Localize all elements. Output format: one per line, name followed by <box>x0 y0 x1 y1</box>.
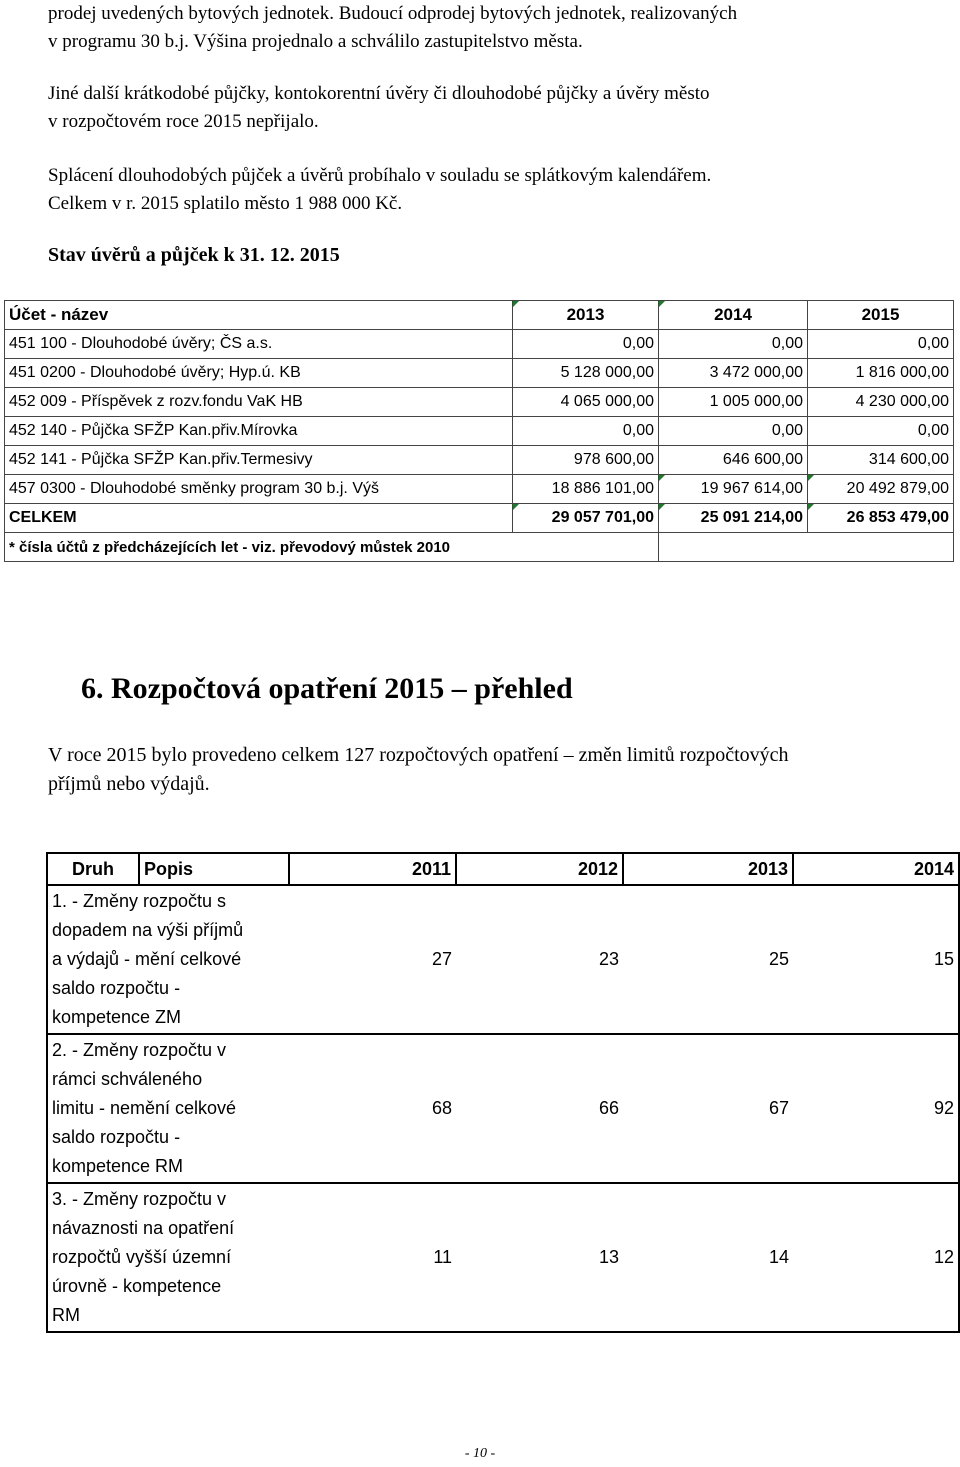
value-2014: 1 005 000,00 <box>659 388 808 417</box>
value-2014: 3 472 000,00 <box>659 359 808 388</box>
table-row <box>47 1034 959 1183</box>
table-row <box>5 388 954 417</box>
comment-marker-icon <box>808 504 814 510</box>
value-2015: 0,00 <box>808 330 954 359</box>
loans-table <box>4 300 954 562</box>
value-2013: 978 600,00 <box>513 446 659 475</box>
paragraph-sale <box>48 0 953 56</box>
account-name: 451 0200 - Dlouhodobé úvěry; Hyp.ú. KB <box>5 359 513 388</box>
count-2012: 66 <box>456 1034 623 1183</box>
value-2015: 314 600,00 <box>808 446 954 475</box>
count-2014: 12 <box>793 1183 959 1332</box>
paragraph-line: Jiné další krátkodobé půjčky, kontokorentní úvěry či dlouhodobé půjčky a úvěry město <box>48 83 710 104</box>
header-type: Druh <box>47 853 139 885</box>
comment-marker-icon <box>659 504 665 510</box>
note-row <box>5 533 954 562</box>
total-label: CELKEM <box>5 504 513 533</box>
count-2014: 15 <box>793 885 959 1034</box>
count-2012: 13 <box>456 1183 623 1332</box>
count-2011: 68 <box>289 1034 456 1183</box>
table-row <box>5 330 954 359</box>
account-name: 451 100 - Dlouhodobé úvěry; ČS a.s. <box>5 330 513 359</box>
value-2015: 20 492 879,00 <box>808 475 954 504</box>
value-2013: 0,00 <box>513 417 659 446</box>
comment-marker-icon <box>808 475 814 481</box>
table-row <box>5 359 954 388</box>
header-year-2014: 2014 <box>659 301 808 330</box>
paragraph-line: v programu 30 b.j. Výšina projednalo a schválilo zastupitelstvo města. <box>48 31 583 52</box>
count-2014: 92 <box>793 1034 959 1183</box>
paragraph-other-loans <box>48 80 953 136</box>
table-row <box>5 475 954 504</box>
paragraph-line: v rozpočtovém roce 2015 nepřijalo. <box>48 111 319 132</box>
paragraph-line: V roce 2015 bylo provedeno celkem 127 rozpočtových opatření – změn limitů rozpočtových <box>48 744 789 766</box>
table-row <box>5 446 954 475</box>
header-year-2013: 2013 <box>513 301 659 330</box>
comment-marker-icon <box>513 504 519 510</box>
table-note: * čísla účtů z předcházejících let - viz. převodový můstek 2010 <box>5 533 659 562</box>
header-year-2012: 2012 <box>456 853 623 885</box>
count-2013: 25 <box>623 885 793 1034</box>
paragraph-line: příjmů nebo výdajů. <box>48 773 210 795</box>
section-heading: 6. Rozpočtová opatření 2015 – přehled <box>81 672 573 705</box>
header-year-2011: 2011 <box>289 853 456 885</box>
value-2013: 5 128 000,00 <box>513 359 659 388</box>
page-number: - 10 - <box>464 1446 496 1461</box>
count-2011: 27 <box>289 885 456 1034</box>
paragraph-line: prodej uvedených bytových jednotek. Budoucí odprodej bytových jednotek, realizovaných <box>48 3 738 24</box>
value-2015: 1 816 000,00 <box>808 359 954 388</box>
header-year-2014: 2014 <box>793 853 959 885</box>
value-2013: 4 065 000,00 <box>513 388 659 417</box>
count-2011: 11 <box>289 1183 456 1332</box>
table-row <box>47 1183 959 1332</box>
count-2013: 14 <box>623 1183 793 1332</box>
count-2012: 23 <box>456 885 623 1034</box>
table-row <box>47 885 959 1034</box>
account-name: 452 009 - Příspěvek z rozv.fondu VaK HB <box>5 388 513 417</box>
measures-header-row <box>47 853 959 885</box>
value-2014: 0,00 <box>659 330 808 359</box>
count-2013: 67 <box>623 1034 793 1183</box>
total-2013: 29 057 701,00 <box>513 504 659 533</box>
header-description: Popis <box>139 853 289 885</box>
value-2013: 0,00 <box>513 330 659 359</box>
comment-marker-icon <box>659 301 665 307</box>
paragraph-line: Splácení dlouhodobých půjček a úvěrů probíhalo v souladu se splátkovým kalendářem. <box>48 165 712 186</box>
account-name: 457 0300 - Dlouhodobé směnky program 30 b.j. Výš <box>5 475 513 504</box>
header-year-2013: 2013 <box>623 853 793 885</box>
loans-heading: Stav úvěrů a půjček k 31. 12. 2015 <box>48 244 340 266</box>
total-2015: 26 853 479,00 <box>808 504 954 533</box>
paragraph-line: Celkem v r. 2015 splatilo město 1 988 000 Kč. <box>48 193 403 214</box>
header-account-name: Účet - název <box>5 301 513 330</box>
table-row <box>5 417 954 446</box>
total-2014: 25 091 214,00 <box>659 504 808 533</box>
loans-header-row <box>5 301 954 330</box>
paragraph-measures <box>48 741 953 799</box>
value-2014: 0,00 <box>659 417 808 446</box>
value-2014: 19 967 614,00 <box>659 475 808 504</box>
measures-table <box>46 852 960 1333</box>
comment-marker-icon <box>659 475 665 481</box>
value-2014: 646 600,00 <box>659 446 808 475</box>
total-row <box>5 504 954 533</box>
measure-description: 2. - Změny rozpočtu v rámci schváleného limitu - nemění celkové saldo rozpočtu - kompetence RM <box>47 1034 289 1183</box>
paragraph-repayment <box>48 162 953 218</box>
comment-marker-icon <box>513 301 519 307</box>
measure-description: 1. - Změny rozpočtu s dopadem na výši příjmů a výdajů - mění celkové saldo rozpočtu - kompetence ZM <box>47 885 289 1034</box>
note-empty-cell <box>659 533 954 562</box>
account-name: 452 140 - Půjčka SFŽP Kan.přiv.Mírovka <box>5 417 513 446</box>
account-name: 452 141 - Půjčka SFŽP Kan.přiv.Termesivy <box>5 446 513 475</box>
value-2013: 18 886 101,00 <box>513 475 659 504</box>
value-2015: 0,00 <box>808 417 954 446</box>
measure-description: 3. - Změny rozpočtu v návaznosti na opatření rozpočtů vyšší územní úrovně - kompetence RM <box>47 1183 289 1332</box>
value-2015: 4 230 000,00 <box>808 388 954 417</box>
header-year-2015: 2015 <box>808 301 954 330</box>
